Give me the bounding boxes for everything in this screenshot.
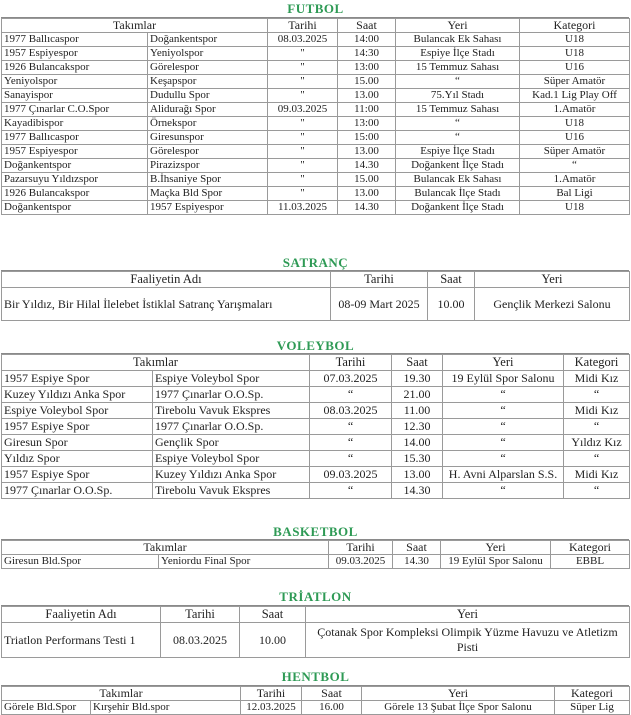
table-row xyxy=(2,145,630,159)
futbol-table xyxy=(1,18,630,215)
voleybol-team-away: 1977 Çınarlar O.O.Sp. xyxy=(153,419,310,435)
voleybol-category: Midi Kız xyxy=(564,371,630,387)
futbol-team-away: Dudullu Spor xyxy=(148,89,268,103)
table-row xyxy=(2,467,630,483)
satranc-header-time: Saat xyxy=(428,272,475,288)
voleybol-time: 12.30 xyxy=(392,419,443,435)
hentbol-team-home: Görele Bld.Spor xyxy=(2,701,91,715)
futbol-date: " xyxy=(268,145,338,159)
voleybol-team-home: 1977 Çınarlar O.O.Sp. xyxy=(2,483,153,499)
voleybol-time: 14.30 xyxy=(392,483,443,499)
table-row xyxy=(2,117,630,131)
basketbol-time: 14.30 xyxy=(393,555,441,569)
hentbol-table xyxy=(1,686,630,715)
futbol-time: 14.30 xyxy=(338,201,396,215)
voleybol-team-away: 1977 Çınarlar O.O.Sp. xyxy=(153,387,310,403)
voleybol-team-home: Yıldız Spor xyxy=(2,451,153,467)
voleybol-header-row xyxy=(2,355,630,371)
futbol-category: “ xyxy=(520,159,630,173)
voleybol-category: “ xyxy=(564,419,630,435)
satranc-title: SATRANÇ xyxy=(282,255,349,270)
table-row xyxy=(2,483,630,499)
voleybol-venue: “ xyxy=(443,387,564,403)
triatlon-header-venue: Yeri xyxy=(306,607,630,623)
futbol-team-away: Maçka Bld Spor xyxy=(148,187,268,201)
futbol-team-home: Doğankentspor xyxy=(2,201,148,215)
triatlon-venue: Çotanak Spor Kompleksi Olimpik Yüzme Havuzu ve Atletizm Pisti xyxy=(306,623,630,658)
futbol-date: " xyxy=(268,75,338,89)
voleybol-team-home: Espiye Voleybol Spor xyxy=(2,403,153,419)
satranc-date: 08-09 Mart 2025 xyxy=(331,288,428,321)
voleybol-category: “ xyxy=(564,451,630,467)
voleybol-team-away: Espiye Voleybol Spor xyxy=(153,451,310,467)
triatlon-title: TRİATLON xyxy=(279,589,352,604)
futbol-venue: Bulancak Ek Sahası xyxy=(396,173,520,187)
hentbol-header-category: Kategori xyxy=(555,687,630,701)
table-row xyxy=(2,61,630,75)
futbol-team-away: B.İhsaniye Spor xyxy=(148,173,268,187)
table-row xyxy=(2,103,630,117)
futbol-venue: Bulancak İlçe Stadı xyxy=(396,187,520,201)
futbol-team-away: Keşapspor xyxy=(148,75,268,89)
satranc-time: 10.00 xyxy=(428,288,475,321)
voleybol-category: “ xyxy=(564,387,630,403)
futbol-header-category: Kategori xyxy=(520,19,630,33)
futbol-date: " xyxy=(268,47,338,61)
futbol-date: " xyxy=(268,61,338,75)
table-row xyxy=(2,623,630,658)
futbol-team-home: 1926 Bulancakspor xyxy=(2,61,148,75)
satranc-header-date: Tarihi xyxy=(331,272,428,288)
basketbol-header-row xyxy=(2,541,630,555)
table-row xyxy=(2,131,630,145)
futbol-date: 11.03.2025 xyxy=(268,201,338,215)
futbol-category: Bal Ligi xyxy=(520,187,630,201)
basketbol-title: BASKETBOL xyxy=(273,524,358,539)
hentbol-title: HENTBOL xyxy=(281,669,350,684)
hentbol-category: Süper Lig xyxy=(555,701,630,715)
futbol-venue: 15 Temmuz Sahası xyxy=(396,61,520,75)
table-row xyxy=(2,187,630,201)
futbol-date: 09.03.2025 xyxy=(268,103,338,117)
futbol-time: 15.00 xyxy=(338,75,396,89)
futbol-venue: “ xyxy=(396,131,520,145)
voleybol-venue: 19 Eylül Spor Salonu xyxy=(443,371,564,387)
triatlon-header-row xyxy=(2,607,630,623)
satranc-activity: Bir Yıldız, Bir Hilal İlelebet İstiklal Satranç Yarışmaları xyxy=(2,288,331,321)
voleybol-team-home: 1957 Espiye Spor xyxy=(2,419,153,435)
futbol-category: U18 xyxy=(520,117,630,131)
basketbol-header-category: Kategori xyxy=(551,541,630,555)
futbol-venue: “ xyxy=(396,117,520,131)
futbol-date: " xyxy=(268,187,338,201)
voleybol-title: VOLEYBOL xyxy=(276,338,355,353)
triatlon-date: 08.03.2025 xyxy=(161,623,240,658)
futbol-header-time: Saat xyxy=(338,19,396,33)
voleybol-team-away: Tirebolu Vavuk Ekspres xyxy=(153,483,310,499)
voleybol-venue: “ xyxy=(443,403,564,419)
voleybol-team-home: 1957 Espiye Spor xyxy=(2,467,153,483)
futbol-time: 13.00 xyxy=(338,145,396,159)
futbol-team-home: 1977 Çınarlar C.O.Spor xyxy=(2,103,148,117)
table-row xyxy=(2,701,630,715)
basketbol-header-date: Tarihi xyxy=(329,541,393,555)
futbol-venue: Bulancak Ek Sahası xyxy=(396,33,520,47)
futbol-header-row xyxy=(2,19,630,33)
basketbol-header-venue: Yeri xyxy=(441,541,551,555)
futbol-time: 13.00 xyxy=(338,187,396,201)
voleybol-team-away: Kuzey Yıldızı Anka Spor xyxy=(153,467,310,483)
futbol-time: 14:30 xyxy=(338,47,396,61)
table-row xyxy=(2,47,630,61)
futbol-category: U18 xyxy=(520,201,630,215)
futbol-team-home: Sanayispor xyxy=(2,89,148,103)
voleybol-category: Yıldız Kız xyxy=(564,435,630,451)
voleybol-date: “ xyxy=(310,387,392,403)
voleybol-header-teams: Takımlar xyxy=(2,355,310,371)
voleybol-team-away: Tirebolu Vavuk Ekspres xyxy=(153,403,310,419)
triatlon-table xyxy=(1,606,630,658)
hentbol-header-venue: Yeri xyxy=(362,687,555,701)
table-row xyxy=(2,288,630,321)
futbol-team-home: 1977 Ballıcaspor xyxy=(2,131,148,145)
voleybol-venue: “ xyxy=(443,435,564,451)
voleybol-venue: H. Avni Alparslan S.S. xyxy=(443,467,564,483)
futbol-time: 15:00 xyxy=(338,131,396,145)
voleybol-venue: “ xyxy=(443,419,564,435)
voleybol-venue: “ xyxy=(443,451,564,467)
futbol-team-away: 1957 Espiyespor xyxy=(148,201,268,215)
futbol-team-away: Alidurağı Spor xyxy=(148,103,268,117)
voleybol-time: 15.30 xyxy=(392,451,443,467)
futbol-team-away: Yeniyolspor xyxy=(148,47,268,61)
futbol-time: 15.00 xyxy=(338,173,396,187)
basketbol-date: 09.03.2025 xyxy=(329,555,393,569)
hentbol-header-row xyxy=(2,687,630,701)
voleybol-team-home: Kuzey Yıldızı Anka Spor xyxy=(2,387,153,403)
basketbol-header-teams: Takımlar xyxy=(2,541,329,555)
futbol-venue: “ xyxy=(396,75,520,89)
voleybol-team-home: Giresun Spor xyxy=(2,435,153,451)
voleybol-time: 21.00 xyxy=(392,387,443,403)
table-row xyxy=(2,33,630,47)
futbol-team-away: Pirazizspor xyxy=(148,159,268,173)
futbol-date: 08.03.2025 xyxy=(268,33,338,47)
table-row xyxy=(2,435,630,451)
futbol-category: 1.Amatör xyxy=(520,103,630,117)
voleybol-date: 08.03.2025 xyxy=(310,403,392,419)
satranc-header-row xyxy=(2,272,630,288)
satranc-table xyxy=(1,271,630,321)
hentbol-venue: Görele 13 Şubat İlçe Spor Salonu xyxy=(362,701,555,715)
hentbol-date: 12.03.2025 xyxy=(241,701,302,715)
voleybol-time: 11.00 xyxy=(392,403,443,419)
triatlon-activity: Triatlon Performans Testi 1 xyxy=(2,623,161,658)
voleybol-date: “ xyxy=(310,419,392,435)
voleybol-date: “ xyxy=(310,435,392,451)
hentbol-header-date: Tarihi xyxy=(241,687,302,701)
table-row xyxy=(2,555,630,569)
table-row xyxy=(2,173,630,187)
futbol-time: 13:00 xyxy=(338,117,396,131)
voleybol-category: Midi Kız xyxy=(564,467,630,483)
futbol-team-home: 1957 Espiyespor xyxy=(2,47,148,61)
futbol-team-away: Doğankentspor xyxy=(148,33,268,47)
futbol-team-away: Giresunspor xyxy=(148,131,268,145)
voleybol-header-venue: Yeri xyxy=(443,355,564,371)
table-row xyxy=(2,201,630,215)
triatlon-header-date: Tarihi xyxy=(161,607,240,623)
satranc-header-activity: Faaliyetin Adı xyxy=(2,272,331,288)
table-row xyxy=(2,403,630,419)
table-row xyxy=(2,75,630,89)
futbol-venue: 15 Temmuz Sahası xyxy=(396,103,520,117)
basketbol-venue: 19 Eylül Spor Salonu xyxy=(441,555,551,569)
voleybol-time: 13.00 xyxy=(392,467,443,483)
futbol-team-away: Örnekspor xyxy=(148,117,268,131)
futbol-time: 11:00 xyxy=(338,103,396,117)
futbol-venue: 75.Yıl Stadı xyxy=(396,89,520,103)
futbol-venue: Doğankent İlçe Stadı xyxy=(396,159,520,173)
futbol-team-home: 1977 Ballıcaspor xyxy=(2,33,148,47)
futbol-time: 14:00 xyxy=(338,33,396,47)
hentbol-team-away: Kırşehir Bld.spor xyxy=(91,701,241,715)
futbol-category: U18 xyxy=(520,33,630,47)
triatlon-time: 10.00 xyxy=(240,623,306,658)
table-row xyxy=(2,159,630,173)
futbol-date: " xyxy=(268,173,338,187)
futbol-header-teams: Takımlar xyxy=(2,19,268,33)
table-row xyxy=(2,387,630,403)
futbol-title: FUTBOL xyxy=(287,1,344,16)
futbol-date: " xyxy=(268,159,338,173)
voleybol-header-date: Tarihi xyxy=(310,355,392,371)
voleybol-category: “ xyxy=(564,483,630,499)
voleybol-date: “ xyxy=(310,451,392,467)
futbol-date: " xyxy=(268,117,338,131)
table-row xyxy=(2,451,630,467)
voleybol-category: Midi Kız xyxy=(564,403,630,419)
futbol-venue: Espiye İlçe Stadı xyxy=(396,47,520,61)
satranc-venue: Gençlik Merkezi Salonu xyxy=(475,288,630,321)
table-row xyxy=(2,89,630,103)
voleybol-time: 14.00 xyxy=(392,435,443,451)
voleybol-team-away: Espiye Voleybol Spor xyxy=(153,371,310,387)
futbol-time: 13:00 xyxy=(338,61,396,75)
futbol-team-away: Görelespor xyxy=(148,61,268,75)
futbol-category: U16 xyxy=(520,61,630,75)
voleybol-header-time: Saat xyxy=(392,355,443,371)
triatlon-header-activity: Faaliyetin Adı xyxy=(2,607,161,623)
voleybol-team-home: 1957 Espiye Spor xyxy=(2,371,153,387)
voleybol-team-away: Gençlik Spor xyxy=(153,435,310,451)
hentbol-header-time: Saat xyxy=(302,687,362,701)
futbol-category: U16 xyxy=(520,131,630,145)
voleybol-date: 09.03.2025 xyxy=(310,467,392,483)
table-row xyxy=(2,419,630,435)
futbol-team-home: Kayadibispor xyxy=(2,117,148,131)
voleybol-date: “ xyxy=(310,483,392,499)
basketbol-team-home: Giresun Bld.Spor xyxy=(2,555,159,569)
basketbol-team-away: Yeniordu Final Spor xyxy=(159,555,329,569)
voleybol-time: 19.30 xyxy=(392,371,443,387)
futbol-category: Süper Amatör xyxy=(520,75,630,89)
voleybol-venue: “ xyxy=(443,483,564,499)
futbol-category: U18 xyxy=(520,47,630,61)
hentbol-time: 16.00 xyxy=(302,701,362,715)
futbol-team-home: 1957 Espiyespor xyxy=(2,145,148,159)
futbol-date: " xyxy=(268,131,338,145)
futbol-category: Süper Amatör xyxy=(520,145,630,159)
futbol-team-home: Yeniyolspor xyxy=(2,75,148,89)
futbol-date: " xyxy=(268,89,338,103)
futbol-team-away: Görelespor xyxy=(148,145,268,159)
triatlon-header-time: Saat xyxy=(240,607,306,623)
hentbol-header-teams: Takımlar xyxy=(2,687,241,701)
basketbol-table xyxy=(1,540,630,569)
futbol-venue: Espiye İlçe Stadı xyxy=(396,145,520,159)
table-row xyxy=(2,371,630,387)
futbol-category: Kad.1 Lig Play Off xyxy=(520,89,630,103)
futbol-header-date: Tarihi xyxy=(268,19,338,33)
satranc-header-venue: Yeri xyxy=(475,272,630,288)
futbol-time: 14.30 xyxy=(338,159,396,173)
futbol-team-home: Pazarsuyu Yıldızspor xyxy=(2,173,148,187)
futbol-category: 1.Amatör xyxy=(520,173,630,187)
futbol-header-venue: Yeri xyxy=(396,19,520,33)
futbol-time: 13.00 xyxy=(338,89,396,103)
basketbol-header-time: Saat xyxy=(393,541,441,555)
voleybol-table xyxy=(1,354,630,499)
futbol-team-home: Doğankentspor xyxy=(2,159,148,173)
basketbol-category: EBBL xyxy=(551,555,630,569)
voleybol-date: 07.03.2025 xyxy=(310,371,392,387)
futbol-venue: Doğankent İlçe Stadı xyxy=(396,201,520,215)
voleybol-header-category: Kategori xyxy=(564,355,630,371)
futbol-team-home: 1926 Bulancakspor xyxy=(2,187,148,201)
